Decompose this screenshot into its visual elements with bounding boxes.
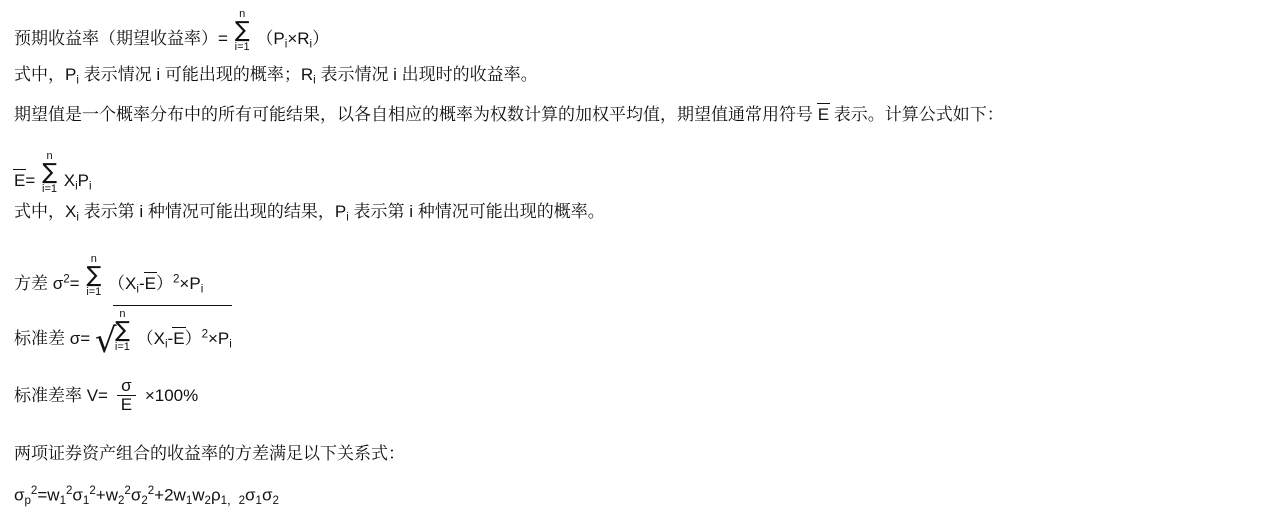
formula-body-close: ） [312, 28, 330, 48]
standard-deviation-formula [14, 305, 232, 362]
explanation2-sub-a: i [76, 211, 79, 224]
portfolio-variance-formula [14, 485, 279, 509]
explanation-part-a: 式中，P [14, 65, 77, 84]
expected-value-definition [14, 105, 1004, 125]
summation-symbol [115, 309, 130, 353]
expected-return-explanation [14, 65, 538, 89]
variance-close: ） [155, 273, 173, 293]
explanation-part-c: 表示情况 i 出现时的收益率。 [315, 65, 538, 84]
explanation2-part-c: 表示第 i 种情况可能出现的概率。 [348, 202, 605, 221]
explanation2-part-a: 式中，X [14, 202, 77, 221]
explanation2-part-b: 表示第 i 种情况可能出现的结果，P [78, 202, 347, 221]
cv-label: 标准差率 V= [14, 385, 108, 405]
sigma-glyph: ∑ [234, 18, 250, 43]
two-asset-portfolio-text [14, 444, 405, 464]
pv-w2-sup: 2 [124, 485, 131, 497]
explanation-sub-a: i [76, 74, 79, 87]
pv-equals: = [37, 485, 48, 505]
summation-upper-limit: n [90, 253, 97, 265]
equals-sign: = [25, 170, 36, 190]
std-label: 标准差 σ= [14, 328, 91, 348]
radical-icon: √ [94, 321, 117, 362]
summation-symbol [42, 151, 57, 195]
pv-rho: ρ [210, 485, 221, 505]
std-p-subscript: i [229, 338, 232, 351]
pv-rho-sub: 1，2 [220, 495, 246, 508]
variance-minus: - [138, 273, 145, 293]
expected-return-label: 预期收益率（期望收益率）= [14, 28, 228, 48]
cv-tail: ×100% [144, 385, 199, 405]
explanation2-sub-b: i [346, 211, 349, 224]
formula-body-mid: ×R [287, 28, 310, 48]
variance-x-subscript: i [136, 283, 139, 296]
e-bar-symbol: E [144, 273, 156, 293]
e-bar-symbol: E [817, 105, 830, 124]
explanation-part-b: 表示情况 i 可能出现的概率；R [78, 65, 314, 84]
coefficient-of-variation-formula [14, 378, 198, 415]
sigma-glyph: ∑ [86, 263, 102, 288]
pv-w2b-sub: 2 [204, 495, 211, 508]
pv-w1b: w [173, 485, 186, 505]
pv-w2b: w [192, 485, 205, 505]
variance-label: 方差 σ [14, 273, 64, 293]
definition-part-b: 表示。计算公式如下： [829, 105, 1004, 124]
pv-w1-sub: 1 [59, 495, 66, 508]
variance-times-p: ×P [179, 273, 201, 293]
std-open: （X [136, 328, 165, 348]
pv-sigma: σ [14, 485, 25, 505]
pv-s2-sub: 2 [141, 495, 148, 508]
expected-value-explanation [14, 202, 605, 226]
pv-w2: w [105, 485, 118, 505]
pv-s1-sub: 1 [82, 495, 90, 508]
e-bar-symbol: E [173, 328, 185, 348]
summation-lower-limit: i=1 [42, 183, 58, 195]
variance-open: （X [108, 273, 137, 293]
e-bar-left: E [14, 170, 26, 190]
radicand [113, 305, 232, 352]
expected-value-formula [14, 150, 92, 194]
fraction [117, 377, 136, 414]
summation-upper-limit: n [119, 308, 126, 320]
pv-w1b-sub: 1 [185, 495, 193, 508]
sigma-glyph: ∑ [114, 318, 130, 343]
std-x-subscript: i [164, 338, 168, 351]
pv-s2: σ [130, 485, 142, 505]
std-minus: - [167, 328, 174, 348]
pv-s1b: σ [245, 485, 256, 505]
pv-w1-sup: 2 [65, 485, 73, 497]
fraction-numerator: σ [121, 376, 132, 395]
explanation-sub-b: i [313, 74, 316, 87]
variance-formula [14, 253, 203, 297]
pv-w1: w [47, 485, 60, 505]
summation-upper-limit: n [239, 8, 246, 20]
std-close: ） [184, 328, 202, 348]
pv-s2b-sub: 2 [272, 495, 279, 508]
pv-sigma-sub: p [24, 495, 31, 508]
pv-s2-sup: 2 [147, 485, 155, 497]
pv-plus2: +2 [154, 485, 174, 505]
summation-symbol [86, 254, 101, 298]
sigma-glyph: ∑ [42, 160, 57, 185]
formula-body-open: （P [256, 28, 285, 48]
pv-s1-sup: 2 [89, 485, 96, 497]
summation-lower-limit: i=1 [86, 286, 102, 298]
pv-sigma-sup: 2 [30, 485, 38, 497]
variance-exponent: 2 [63, 273, 70, 286]
definition-part-a: 期望值是一个概率分布中的所有可能结果，以各自相应的概率为权数计算的加权平均值，期望值通常用符号 [14, 105, 818, 124]
p-subscript: i [89, 180, 92, 193]
x-subscript: i [75, 180, 78, 193]
std-times-p: ×P [207, 328, 230, 348]
summation-upper-limit: n [46, 150, 53, 162]
square-root [94, 305, 232, 362]
return-subscript: i [309, 38, 313, 51]
variance-equals: = [69, 273, 80, 293]
std-square: 2 [201, 328, 208, 341]
pv-s2b: σ [261, 485, 273, 505]
probability-subscript: i [284, 38, 288, 51]
variable-p: P [77, 170, 90, 190]
pv-plus1: + [95, 485, 106, 505]
summation-lower-limit: i=1 [234, 41, 250, 53]
pv-s1b-sub: 1 [255, 495, 262, 508]
fraction-denominator: E [117, 395, 136, 414]
pv-w2-sub: 2 [117, 495, 125, 508]
variance-p-subscript: i [200, 283, 204, 296]
expected-return-formula [14, 8, 329, 52]
summation-lower-limit: i=1 [114, 341, 130, 353]
pv-s1: σ [72, 485, 83, 505]
variable-x: X [63, 170, 76, 190]
portfolio-text: 两项证券资产组合的收益率的方差满足以下关系式： [14, 444, 405, 463]
variance-square: 2 [172, 273, 180, 286]
summation-symbol [235, 9, 250, 53]
